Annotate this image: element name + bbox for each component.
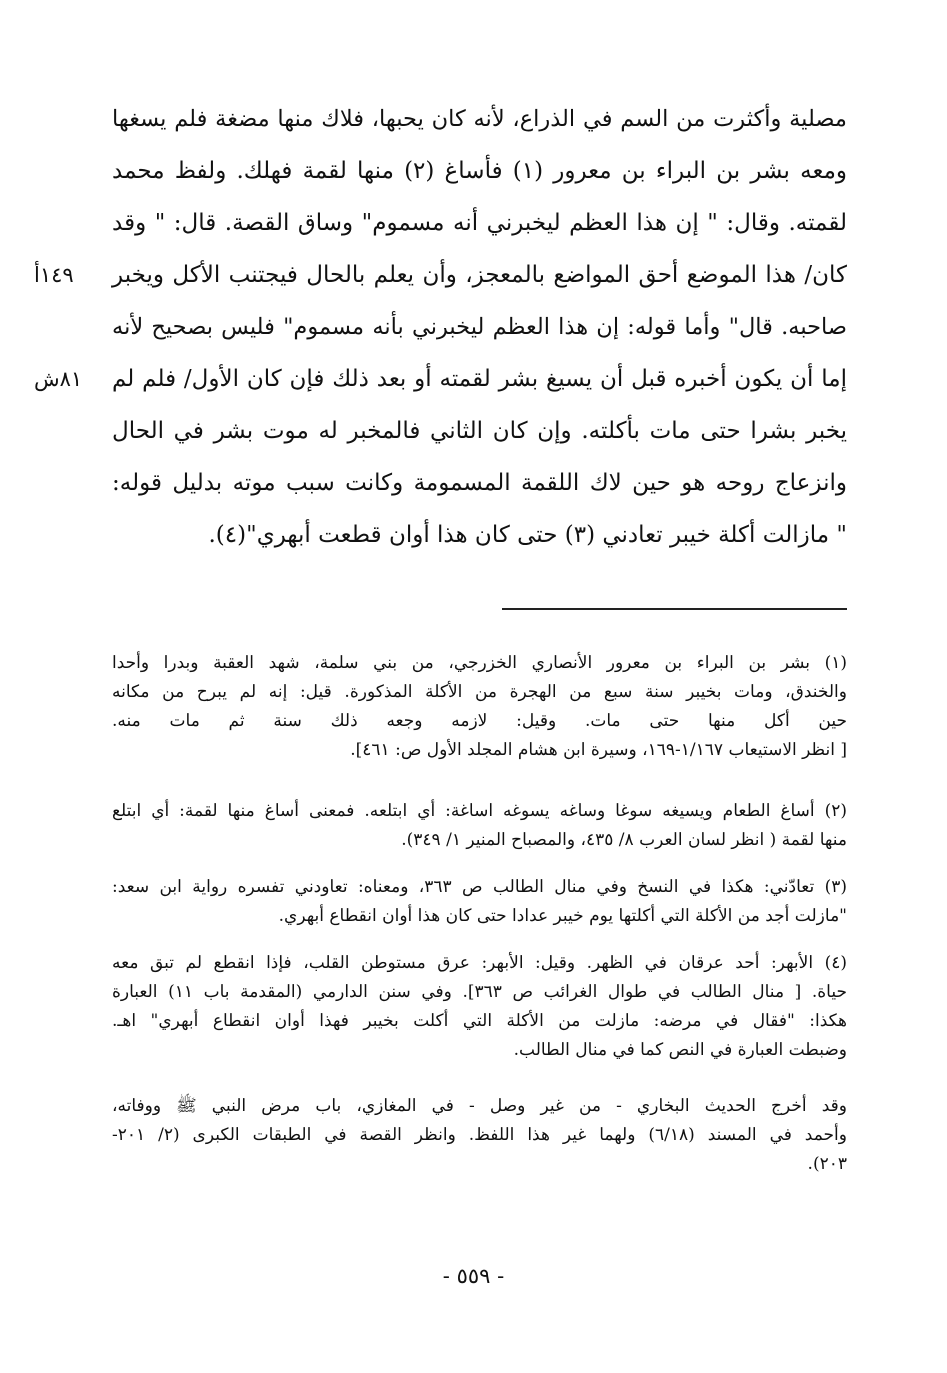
main-text-line: ومعه بشر بن البراء بن معرور (١) فأساغ (٢) منها لقمة فهلك. ولفظ محمد	[112, 158, 847, 184]
main-text-line: لقمته. وقال: " إن هذا العظم ليخبرني أنه مسموم" وساق القصة. قال: " وقد	[112, 210, 847, 236]
margin-folio-note: ٨١ش	[34, 367, 83, 391]
footnote-line: وأحمد في المسند (٦/١٨) ولهما غير هذا اللفظ. وانظر القصة في الطبقات الكبرى (٢/ ٢٠١-	[112, 1125, 847, 1145]
footnote-line: هكذا: "فقال في مرضه: مازلت من الأكلة التي أكلت بخيبر فهذا أوان انقطاع أبهري" اهـ.	[112, 1011, 847, 1031]
footnote-line: (٤) الأبهر: أحد عرقان في الظهر. وقيل: الأبهر: عرق مستوطن القلب، فإذا انقطع لم تبق معه	[112, 953, 847, 973]
footnote-separator	[502, 608, 847, 610]
footnote-line: (٢) أساغ الطعام ويسيغه سوغا وساغه يسوغه اساغة: أي ابتلعه. فمعنى أساغ منها لقمة: أي ابتلع	[112, 801, 847, 821]
main-text-line: وانزعاج روحه هو حين لاك اللقمة المسمومة وكانت سبب موته بدليل قوله:	[112, 470, 847, 496]
margin-folio-note: ١٤٩أ	[34, 263, 74, 287]
footnote-line: حياة. [ منال الطالب في طوال الغرائب ص ٣٦٣]. وفي سنن الدارمي (المقدمة باب ١١) العبارة	[112, 982, 847, 1002]
footnote-line: (٣) تعادّني: هكذا في النسخ وفي منال الطالب ص ٣٦٣، ومعناه: تعاودني تفسره رواية ابن سعد:	[112, 877, 847, 897]
page-number: - ٥٥٩ -	[442, 1264, 505, 1288]
footnote-line: منها لقمة ( انظر لسان العرب ٨/ ٤٣٥، والمصباح المنير ١/ ٣٤٩).	[401, 830, 847, 850]
main-text-line: صاحبه. قال" وأما قوله: إن هذا العظم ليخبرني بأنه مسموم" فليس بصحيح لأنه	[112, 314, 847, 340]
footnote-line: حين أكل منها حتى مات. وقيل: لازمه وجعه ذلك سنة ثم مات منه.	[112, 711, 847, 731]
main-text-line: كان/ هذا الموضع أحق المواضع بالمعجز، وأن يعلم بالحال فيجتنب الأكل ويخبر	[112, 262, 847, 288]
main-text-line: مصلية وأكثرت من السم في الذراع، لأنه كان يحبها، فلاك منها مضغة فلم يسغها	[112, 106, 847, 132]
footnote-line: ٢٠٣).	[807, 1154, 847, 1174]
footnote-line: "مازلت أجد من الأكلة التي أكلتها يوم خيبر عدادا حتى كان هذا أوان انقطاع أبهري.	[278, 906, 847, 926]
footnote-line: والخندق، ومات بخيبر سنة سبع من الهجرة من الأكلة المذكورة. قيل: إنه لم يبرح من مكانه	[112, 682, 847, 702]
main-text-line: إما أن يكون أخبره قبل أن يسيغ بشر لقمته أو بعد ذلك فإن كان الأول/ فلم لم	[112, 366, 847, 392]
footnote-line: وقد أخرج الحديث البخاري - من غير وصل - في المغازي، باب مرض النبي ﷺ ووفاته،	[112, 1096, 847, 1116]
footnote-line: [ انظر الاستيعاب ١/١٦٧-١٦٩، وسيرة ابن هشام المجلد الأول ص: ٤٦١].	[350, 740, 847, 760]
main-text-line: " مازالت أكلة خيبر تعادني (٣) حتى كان هذا أوان قطعت أبهري"(٤).	[208, 522, 847, 548]
main-text-line: يخبر بشرا حتى مات بأكلته. وإن كان الثاني فالمخبر له موت بشر في الحال	[112, 418, 848, 444]
footnote-line: (١) بشر بن البراء بن معرور الأنصاري الخزرجي، من بني سلمة، شهد العقبة وبدرا وأحدا	[112, 653, 847, 673]
footnote-line: وضبطت العبارة في النص كما في منال الطالب.	[513, 1040, 847, 1060]
